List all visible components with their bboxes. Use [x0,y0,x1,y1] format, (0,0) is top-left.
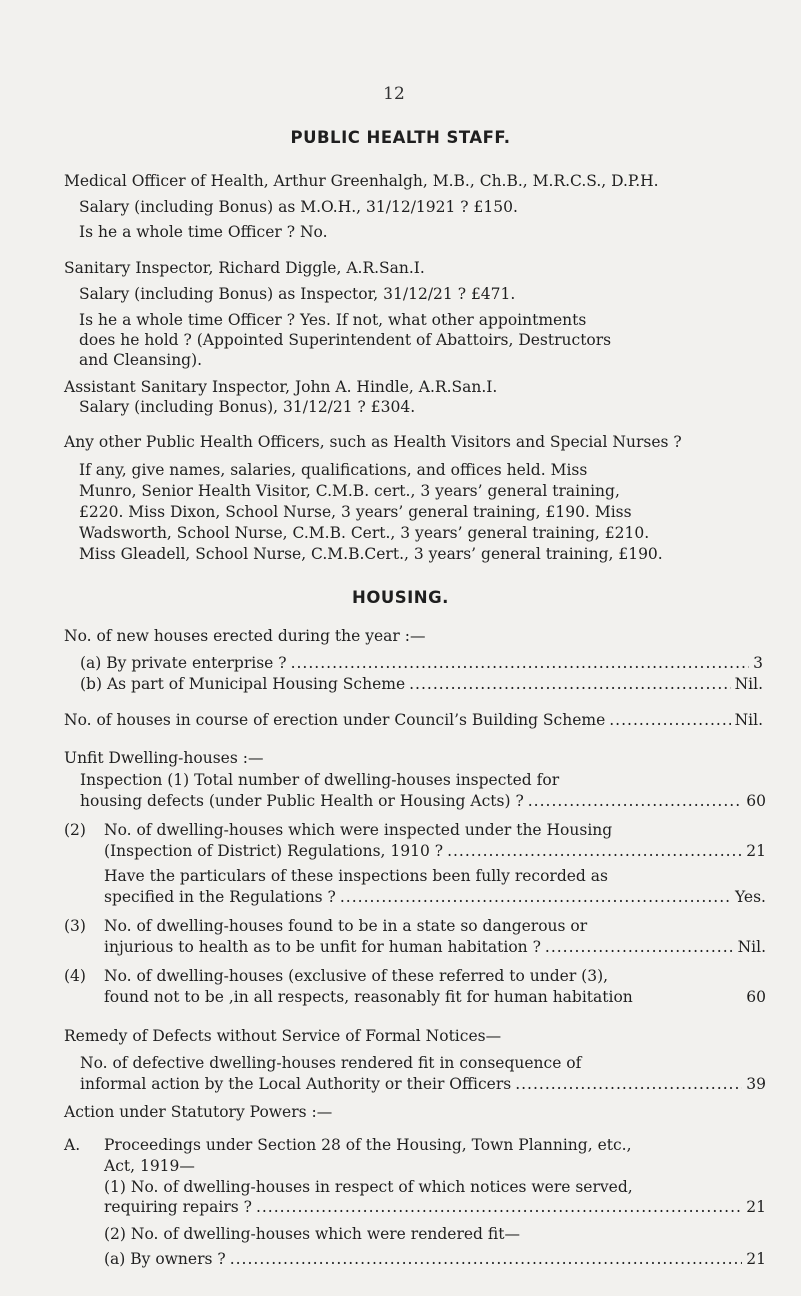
inspection-line: Inspection (1) Total number of dwelling-houses inspected for [80,771,560,789]
staff-line: Is he a whole time Officer ? Yes. If not, what other appointments [79,311,587,329]
row-value: Nil. [737,938,766,956]
row-label: requiring repairs ? [104,1198,252,1216]
repairs-row [104,1198,766,1216]
item-number: (3) [64,917,86,935]
staff-line: Any other Public Health Officers, such as Health Visitors and Special Nurses ? [64,433,682,451]
remedy-row [80,1075,766,1093]
new-houses-intro: No. of new houses erected during the year :— [64,627,426,645]
inspection-line: No. of dwelling-houses found to be in a state so dangerous or [104,917,588,935]
row-value: Nil. [734,675,763,693]
row-label: informal action by the Local Authority or their Officers [80,1075,512,1093]
row-value: 60 [746,988,766,1006]
proceedings-line: Proceedings under Section 28 of the Housing, Town Planning, etc., [104,1136,632,1154]
staff-line: and Cleansing). [79,351,203,369]
staff-line: Munro, Senior Health Visitor, C.M.B. cert., 3 years’ general training, [79,482,620,500]
row-label: No. of houses in course of erection under Council’s Building Scheme [64,711,606,729]
regulations-row [104,842,766,860]
inspection-line: No. of dwelling-houses which were inspected under the Housing [104,821,613,839]
proceedings-line: (2) No. of dwelling-houses which were rendered fit— [104,1225,520,1243]
new-houses-municipal-row [80,675,763,693]
inspection-line: No. of dwelling-houses (exclusive of these referred to under (3), [104,967,609,985]
proceedings-line: (1) No. of dwelling-houses in respect of which notices were served, [104,1178,633,1196]
row-value: 21 [746,842,766,860]
row-value: 3 [753,654,763,672]
row-value: 39 [746,1075,766,1093]
inspection-line: Have the particulars of these inspections been fully recorded as [104,867,608,885]
item-number: (4) [64,967,86,985]
staff-line: Salary (including Bonus) as M.O.H., 31/12/1921 ? £150. [79,198,518,216]
section-heading-staff: PUBLIC HEALTH STAFF. [290,128,511,147]
remedy-line: No. of defective dwelling-houses rendered fit in consequence of [80,1054,582,1072]
unfit-intro: Unfit Dwelling-houses :— [64,749,264,767]
new-houses-private-row [80,654,763,672]
page-number: 12 [383,84,405,104]
staff-line: Wadsworth, School Nurse, C.M.B. Cert., 3 years’ general training, £210. [79,524,650,542]
statutory-intro: Action under Statutory Powers :— [64,1103,333,1121]
inspection-row [80,792,766,810]
staff-line: Sanitary Inspector, Richard Diggle, A.R.San.I. [64,259,425,277]
row-label: found not to be ,in all respects, reasonably fit for human habitation [104,988,633,1006]
row-label: specified in the Regulations ? [104,888,336,906]
row-label: (b) As part of Municipal Housing Scheme [80,675,406,693]
row-label: (a) By private enterprise ? [80,654,287,672]
not-fit-row [104,988,766,1006]
staff-line: Salary (including Bonus), 31/12/21 ? £304. [79,398,416,416]
item-letter: A. [64,1136,81,1154]
staff-line: Salary (including Bonus) as Inspector, 31/12/21 ? £471. [79,285,516,303]
staff-line: Assistant Sanitary Inspector, John A. Hindle, A.R.San.I. [64,378,498,396]
row-value: Yes. [735,888,766,906]
row-label: (a) By owners ? [104,1250,226,1268]
recorded-row [104,888,766,906]
staff-line: If any, give names, salaries, qualifications, and offices held. Miss [79,461,588,479]
staff-line: £220. Miss Dixon, School Nurse, 3 years’ general training, £190. Miss [79,503,632,521]
row-value: 21 [746,1198,766,1216]
erection-row [64,711,763,729]
row-value: 60 [746,792,766,810]
item-number: (2) [64,821,86,839]
row-value: 21 [746,1250,766,1268]
staff-line: Is he a whole time Officer ? No. [79,223,328,241]
staff-line: Medical Officer of Health, Arthur Greenhalgh, M.B., Ch.B., M.R.C.S., D.P.H. [64,172,659,190]
staff-line: Miss Gleadell, School Nurse, C.M.B.Cert., 3 years’ general training, £190. [79,545,663,563]
row-label: injurious to health as to be unfit for human habitation ? [104,938,541,956]
remedy-intro: Remedy of Defects without Service of Formal Notices— [64,1027,502,1045]
section-heading-housing: HOUSING. [352,588,449,607]
row-label: housing defects (under Public Health or Housing Acts) ? [80,792,524,810]
row-label: (Inspection of District) Regulations, 1910 ? [104,842,444,860]
dangerous-row [104,938,766,956]
staff-line: does he hold ? (Appointed Superintendent of Abattoirs, Destructors [79,331,612,349]
proceedings-line: Act, 1919— [104,1157,195,1175]
row-value: Nil. [734,711,763,729]
owners-row [104,1250,766,1268]
